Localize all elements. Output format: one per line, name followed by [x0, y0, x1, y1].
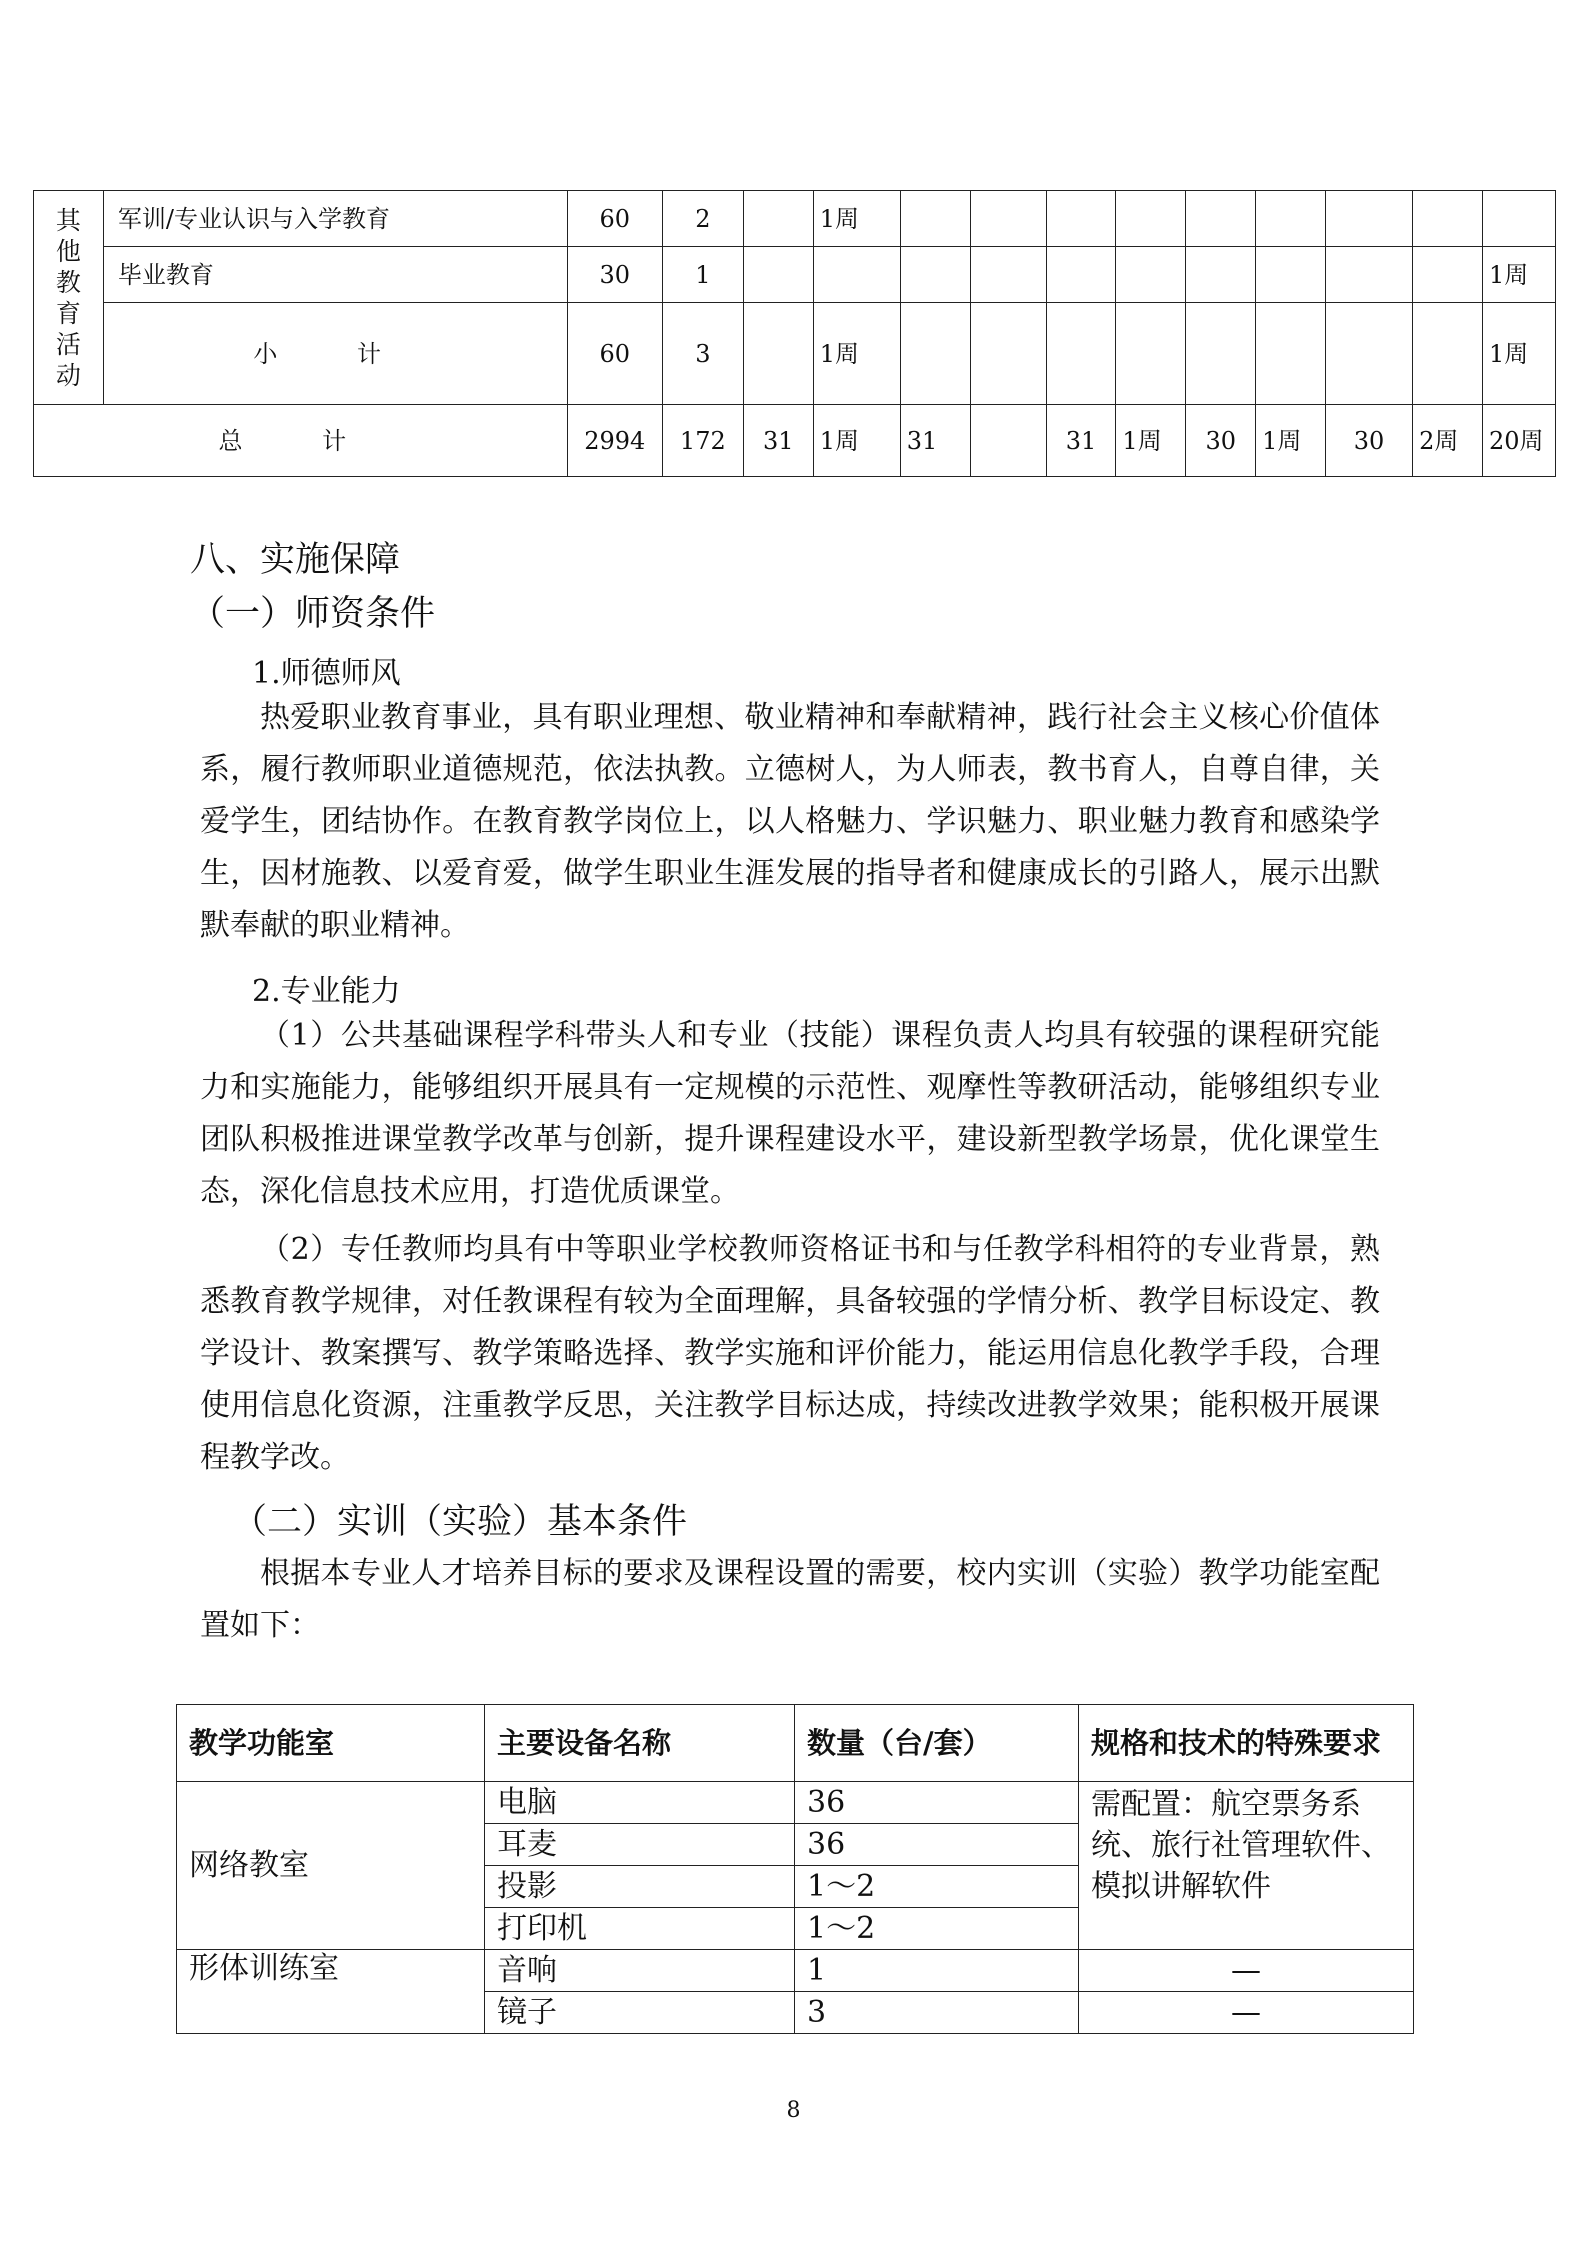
equipment-qty: 1: [795, 1950, 1079, 1992]
subtotal-label: 小 计: [103, 303, 567, 405]
lab-equipment-table: [176, 1704, 1414, 2034]
week-cell: [900, 191, 970, 247]
credits-cell: 3: [662, 303, 743, 405]
week-cell: [1186, 247, 1256, 303]
subsection-title: （二）实训（实验）基本条件: [232, 1502, 688, 1542]
equipment-name: 音响: [485, 1950, 795, 1992]
paragraph: 热爱职业教育事业，具有职业理想、敬业精神和奉献精神，践行社会主义核心价值体系，履行教师职业道德规范，依法执教。立德树人，为人师表，教书育人，自尊自律，关爱学生，团结协作。在教育教学岗位上，以人格魅力、学识魅力、职业魅力教育和感染学生，因材施教、以爱育爱，做学生职业生涯发展的指导者和健康成长的引路人，展示出默默奉献的职业精神。: [200, 700, 1380, 943]
week-cell: [1413, 191, 1483, 247]
week-cell: [970, 191, 1046, 247]
week-cell: 30: [1186, 405, 1256, 477]
credits-cell: 2: [662, 191, 743, 247]
requirement-dash: —: [1079, 1950, 1414, 1992]
group-char: 活: [55, 329, 81, 359]
week-cell: [970, 247, 1046, 303]
week-cell: 1周: [1256, 405, 1326, 477]
equipment-name: 打印机: [485, 1908, 795, 1950]
column-header: 主要设备名称: [485, 1705, 795, 1782]
item-heading: 2.专业能力: [252, 974, 401, 1009]
week-cell: 31: [743, 405, 813, 477]
equipment-qty: 3: [795, 1992, 1079, 2034]
course-name: 军训/专业认识与入学教育: [103, 191, 567, 247]
week-cell: [1326, 247, 1413, 303]
total-label: 总 计: [34, 405, 568, 477]
group-label-cell: [34, 191, 104, 405]
week-cell: 2周: [1413, 405, 1483, 477]
paragraph: （2）专任教师均具有中等职业学校教师资格证书和与任教学科相符的专业背景，熟悉教育教学规律，对任教课程有较为全面理解，具备较强的学情分析、教学目标设定、教学设计、教案撰写、教学策略选择、教学实施和评价能力，能运用信息化教学手段，合理使用信息化资源，注重教学反思，关注教学目标达成，持续改进教学效果；能积极开展课程教学改。: [200, 1232, 1380, 1475]
week-cell: [743, 303, 813, 405]
equipment-name: 投影: [485, 1866, 795, 1908]
equipment-qty: 36: [795, 1782, 1079, 1824]
week-cell: [1482, 191, 1555, 247]
column-header: 教学功能室: [177, 1705, 485, 1782]
week-cell: [900, 303, 970, 405]
week-cell: 1周: [1482, 303, 1555, 405]
group-char: 育: [55, 298, 81, 328]
group-char: 其: [55, 205, 81, 235]
week-cell: [1326, 303, 1413, 405]
week-cell: 1周: [813, 303, 900, 405]
week-cell: 1周: [1116, 405, 1186, 477]
requirement-dash: —: [1079, 1992, 1414, 2034]
week-cell: [1256, 303, 1326, 405]
hours-cell: 2994: [567, 405, 662, 477]
week-cell: 31: [1046, 405, 1116, 477]
room-name: 网络教室: [177, 1782, 485, 1950]
week-cell: [1186, 191, 1256, 247]
week-cell: [1116, 247, 1186, 303]
week-cell: 20周: [1482, 405, 1555, 477]
week-cell: [1046, 191, 1116, 247]
week-cell: [970, 303, 1046, 405]
week-cell: [900, 247, 970, 303]
paragraph: （1）公共基础课程学科带头人和专业（技能）课程负责人均具有较强的课程研究能力和实施能力，能够组织开展具有一定规模的示范性、观摩性等教研活动，能够组织专业团队积极推进课堂教学改革与创新，提升课程建设水平，建设新型教学场景，优化课堂生态，深化信息技术应用，打造优质课堂。: [200, 1018, 1380, 1209]
week-cell: 30: [1326, 405, 1413, 477]
week-cell: 1周: [1482, 247, 1555, 303]
week-cell: 1周: [813, 191, 900, 247]
week-cell: [970, 405, 1046, 477]
equipment-qty: 36: [795, 1824, 1079, 1866]
week-cell: 1周: [813, 405, 900, 477]
page-number: 8: [786, 2098, 801, 2123]
equipment-qty: 1～2: [795, 1866, 1079, 1908]
group-char: 动: [55, 360, 81, 390]
table-row: [34, 247, 1556, 303]
hours-cell: 60: [567, 191, 662, 247]
credits-cell: 172: [662, 405, 743, 477]
item-heading: 1.师德师风: [252, 656, 401, 691]
week-cell: [1413, 247, 1483, 303]
week-cell: [1186, 303, 1256, 405]
credits-cell: 1: [662, 247, 743, 303]
total-row: [34, 405, 1556, 477]
subsection-title: （一）师资条件: [190, 594, 436, 634]
schedule-table: [33, 190, 1556, 477]
week-cell: [1413, 303, 1483, 405]
group-char: 他: [55, 236, 81, 266]
week-cell: [1256, 191, 1326, 247]
week-cell: [743, 191, 813, 247]
equipment-qty: 1～2: [795, 1908, 1079, 1950]
equipment-name: 镜子: [485, 1992, 795, 2034]
equipment-name: 电脑: [485, 1782, 795, 1824]
group-char: 教: [55, 267, 81, 297]
room-name: 形体训练室: [177, 1950, 485, 2034]
week-cell: 31: [900, 405, 970, 477]
week-cell: [1116, 191, 1186, 247]
week-cell: [1116, 303, 1186, 405]
week-cell: [743, 247, 813, 303]
table-row: [177, 1782, 1414, 1824]
hours-cell: 60: [567, 303, 662, 405]
column-header: 规格和技术的特殊要求: [1079, 1705, 1414, 1782]
week-cell: [813, 247, 900, 303]
table-row: [177, 1950, 1414, 1992]
table-row: [34, 191, 1556, 247]
hours-cell: 30: [567, 247, 662, 303]
week-cell: [1046, 303, 1116, 405]
week-cell: [1046, 247, 1116, 303]
week-cell: [1256, 247, 1326, 303]
room-requirement: 需配置：航空票务系统、旅行社管理软件、模拟讲解软件: [1079, 1782, 1414, 1950]
paragraph: 根据本专业人才培养目标的要求及课程设置的需要，校内实训（实验）教学功能室配置如下：: [200, 1556, 1380, 1643]
equipment-name: 耳麦: [485, 1824, 795, 1866]
column-header: 数量（台/套）: [795, 1705, 1079, 1782]
table-row: [34, 303, 1556, 405]
table-header-row: [177, 1705, 1414, 1782]
week-cell: [1326, 191, 1413, 247]
course-name: 毕业教育: [103, 247, 567, 303]
section-title: 八、实施保障: [190, 540, 401, 580]
